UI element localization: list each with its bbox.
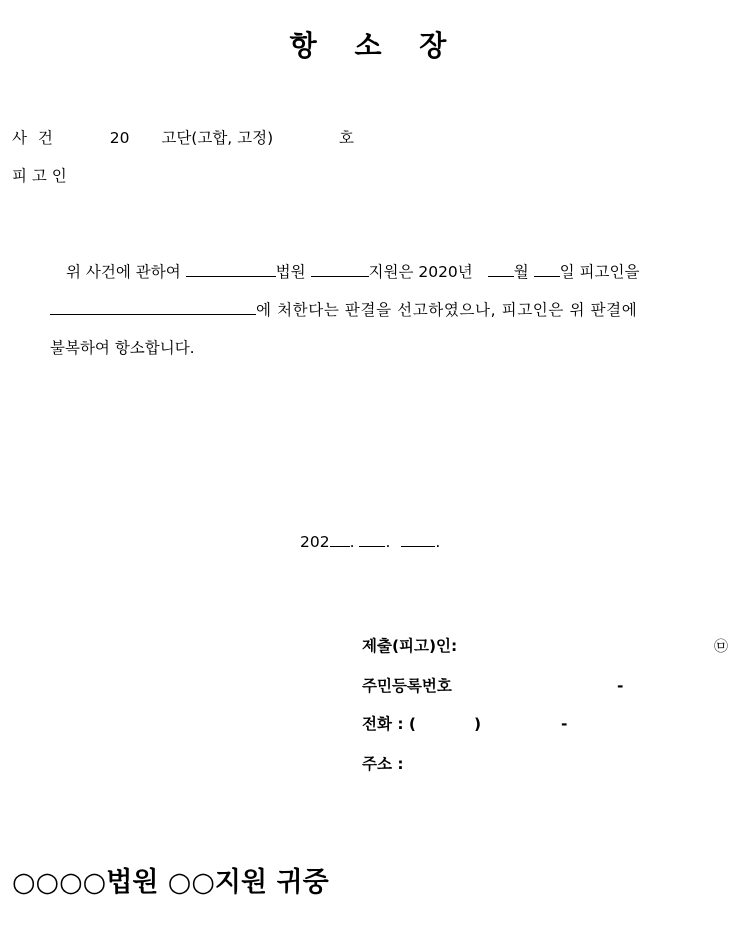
body-text-1a: 위 사건에 관하여 [66,263,181,281]
case-label: 사 건 [12,129,56,147]
day-blank[interactable] [534,260,560,277]
phone-label: 전화 : ( [362,715,417,733]
branch-blank[interactable] [311,260,369,277]
month-date-blank[interactable] [359,530,385,547]
body-line-3: 불복하여 항소합니다. [50,339,195,357]
case-suffix: 호 [339,129,355,147]
seal-mark: ㉤ [714,639,728,655]
body-line-2 [50,298,637,320]
submitter-label: 제출(피고)인: [362,637,458,655]
phone-paren-close: ) [474,715,482,733]
case-year: 20 [109,129,130,147]
court-blank[interactable] [186,260,276,277]
body-text-1c: 지원은 2020년 [368,263,473,281]
date-sep-1: . [349,533,355,551]
court-addressee: ○○○○법원 ○○지원 귀중 [12,867,329,898]
month-blank[interactable] [488,260,514,277]
body-text-1e: 일 피고인을 [559,263,640,281]
defendant-label: 피 고 인 [12,167,67,185]
sentence-blank[interactable] [50,298,256,315]
day-date-blank[interactable] [401,530,435,547]
body-text-1b: 법원 [275,263,306,281]
body-line-1 [66,260,639,282]
rrn-dash: - [617,677,624,695]
address-label: 주소 : [362,755,404,773]
date-sep-2: . [385,533,391,551]
phone-dash: - [561,715,568,733]
body-text-2: 에 처한다는 판결을 선고하였으나, 피고인은 위 판결에 [256,301,638,319]
date-line [300,530,440,552]
year-blank[interactable] [330,530,350,547]
rrn-label: 주민등록번호 [362,677,452,695]
document-title: 항 소 장 [289,29,461,62]
case-row [12,128,354,148]
case-type: 고단(고합, 고정) [161,129,274,147]
date-sep-3: . [435,533,441,551]
body-text-1d: 월 [513,263,529,281]
date-prefix: 202 [300,533,330,551]
